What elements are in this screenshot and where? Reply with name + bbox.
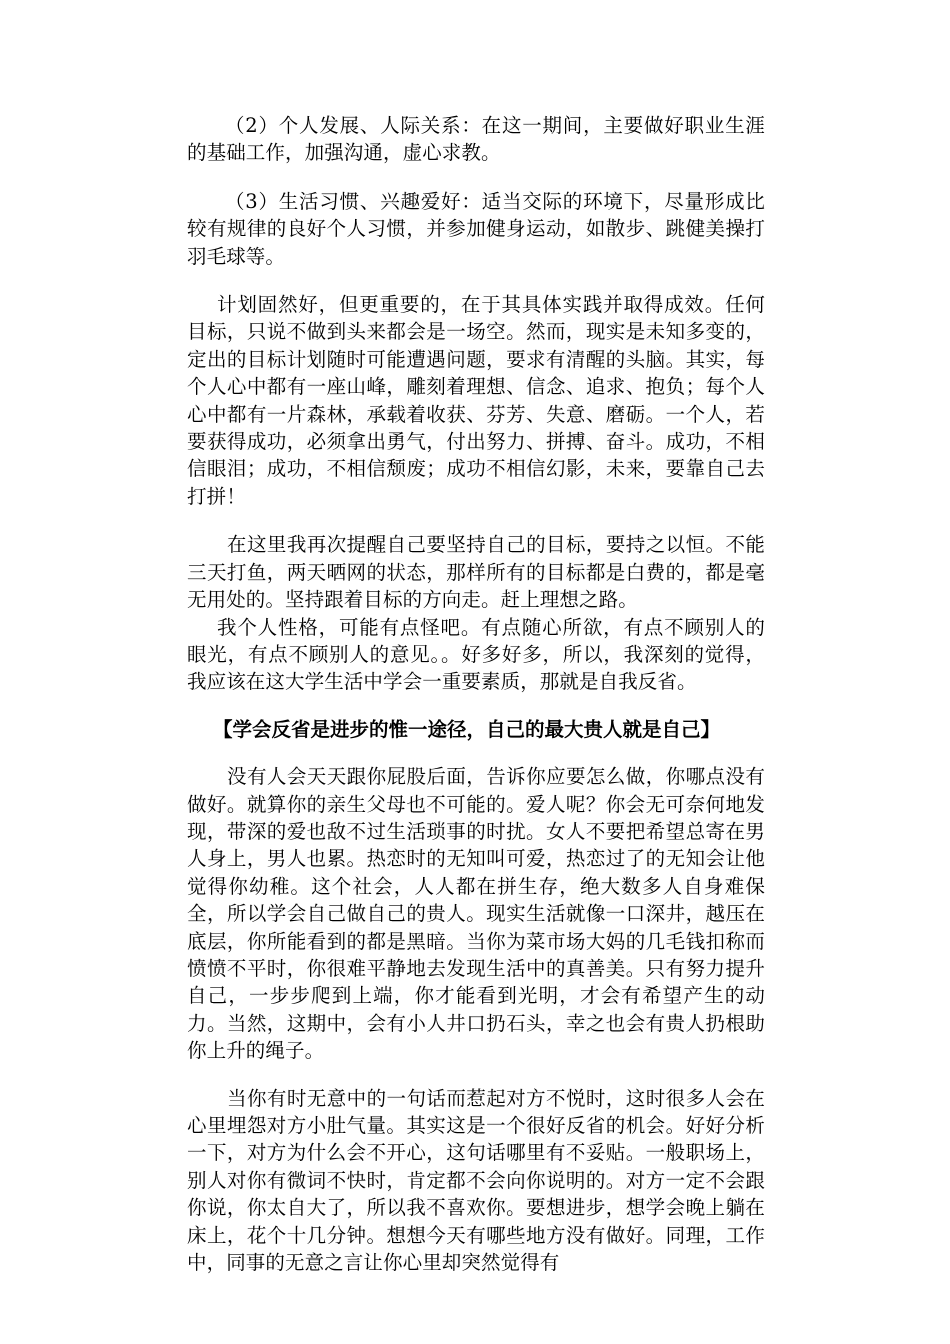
paragraph-spacer xyxy=(187,743,765,763)
paragraph-spacer xyxy=(187,270,765,291)
paragraph-personality: 我个人性格，可能有点怪吧。有点随心所欲，有点不顾别人的眼光，有点不顾别人的意见。。好多好多，所以，我深刻的觉得，我应该在这大学生活中学会一重要素质，那就是自我反省。 xyxy=(187,615,765,694)
paragraph-persist-goals: 在这里我再次提醒自己要坚持自己的目标，要持之以恒。不能三天打鱼，两天晒网的状态，那样所有的目标都是白费的，都是毫无用处的。坚持跟着目标的方向走。赶上理想之路。 xyxy=(187,533,765,612)
paragraph-spacer xyxy=(187,696,765,716)
section-heading: 【学会反省是进步的惟一途径，自己的最大贵人就是自己】 xyxy=(213,717,721,741)
paragraph-living-habits: （3）生活习惯、兴趣爱好：适当交际的环境下，尽量形成比较有规律的良好个人习惯，并参加健身运动，如散步、跳健美操打羽毛球等。 xyxy=(187,189,765,268)
paragraph-personal-development: （2）个人发展、人际关系：在这一期间，主要做好职业生涯的基础工作，加强沟通，虚心求教。 xyxy=(187,114,765,165)
paragraph-plan-practice: 计划固然好，但更重要的，在于其具体实践并取得成效。任何目标，只说不做到头来都会是一场空。然而，现实是未知多变的，定出的目标计划随时可能遭遇问题，要求有清醒的头脑。其实，每个人心中都有一座山峰，雕刻着理想、信念、追求、抱负；每个人心中都有一片森林，承载着收获、芬芳、失意、磨砺。一个人，若要获得成功，必须拿出勇气，付出努力、拼搏、奋斗。成功，不相信眼泪；成功，不相信颓废；成功不相信幻影，未来，要靠自己去打拼！ xyxy=(187,293,765,508)
paragraph-spacer xyxy=(187,510,765,531)
paragraph-spacer xyxy=(187,1065,765,1085)
paragraph-reflection: 当你有时无意中的一句话而惹起对方不悦时，这时很多人会在心里埋怨对方小肚气量。其实这是一个很好反省的机会。好好分析一下，对方为什么会不开心，这句话哪里有不妥贴。一般职场上，别人对你有微词不快时，肯定都不会向你说明的。对方一定不会跟你说，你太自大了，所以我不喜欢你。要想进步，想学会晚上躺在床上，花个十几分钟。想想今天有哪些地方没有做好。同理，工作中，同事的无意之言让你心里却突然觉得有 xyxy=(187,1086,765,1275)
paragraph-spacer xyxy=(187,167,765,188)
paragraph-self-reliance: 没有人会天天跟你屁股后面，告诉你应要怎么做，你哪点没有做好。就算你的亲生父母也不可能的。爱人呢？你会无可奈何地发现，带深的爱也敌不过生活琐事的时扰。女人不要把希望总寄在男人身上，男人也累。热恋时的无知叫可爱，热恋过了的无知会让他觉得你幼稚。这个社会，人人都在拼生存，绝大数多人自身难保全，所以学会自己做自己的贵人。现实生活就像一口深井，越压在底层，你所能看到的都是黑暗。当你为菜市场大妈的几毛钱扣称而愤愤不平时，你很难平静地去发现生活中的真善美。只有努力提升自己，一步步爬到上端，你才能看到光明，才会有希望产生的动力。当然，这期中，会有小人井口扔石头，幸之也会有贵人扔根助你上升的绳子。 xyxy=(187,765,765,1063)
document-page xyxy=(187,112,765,1276)
